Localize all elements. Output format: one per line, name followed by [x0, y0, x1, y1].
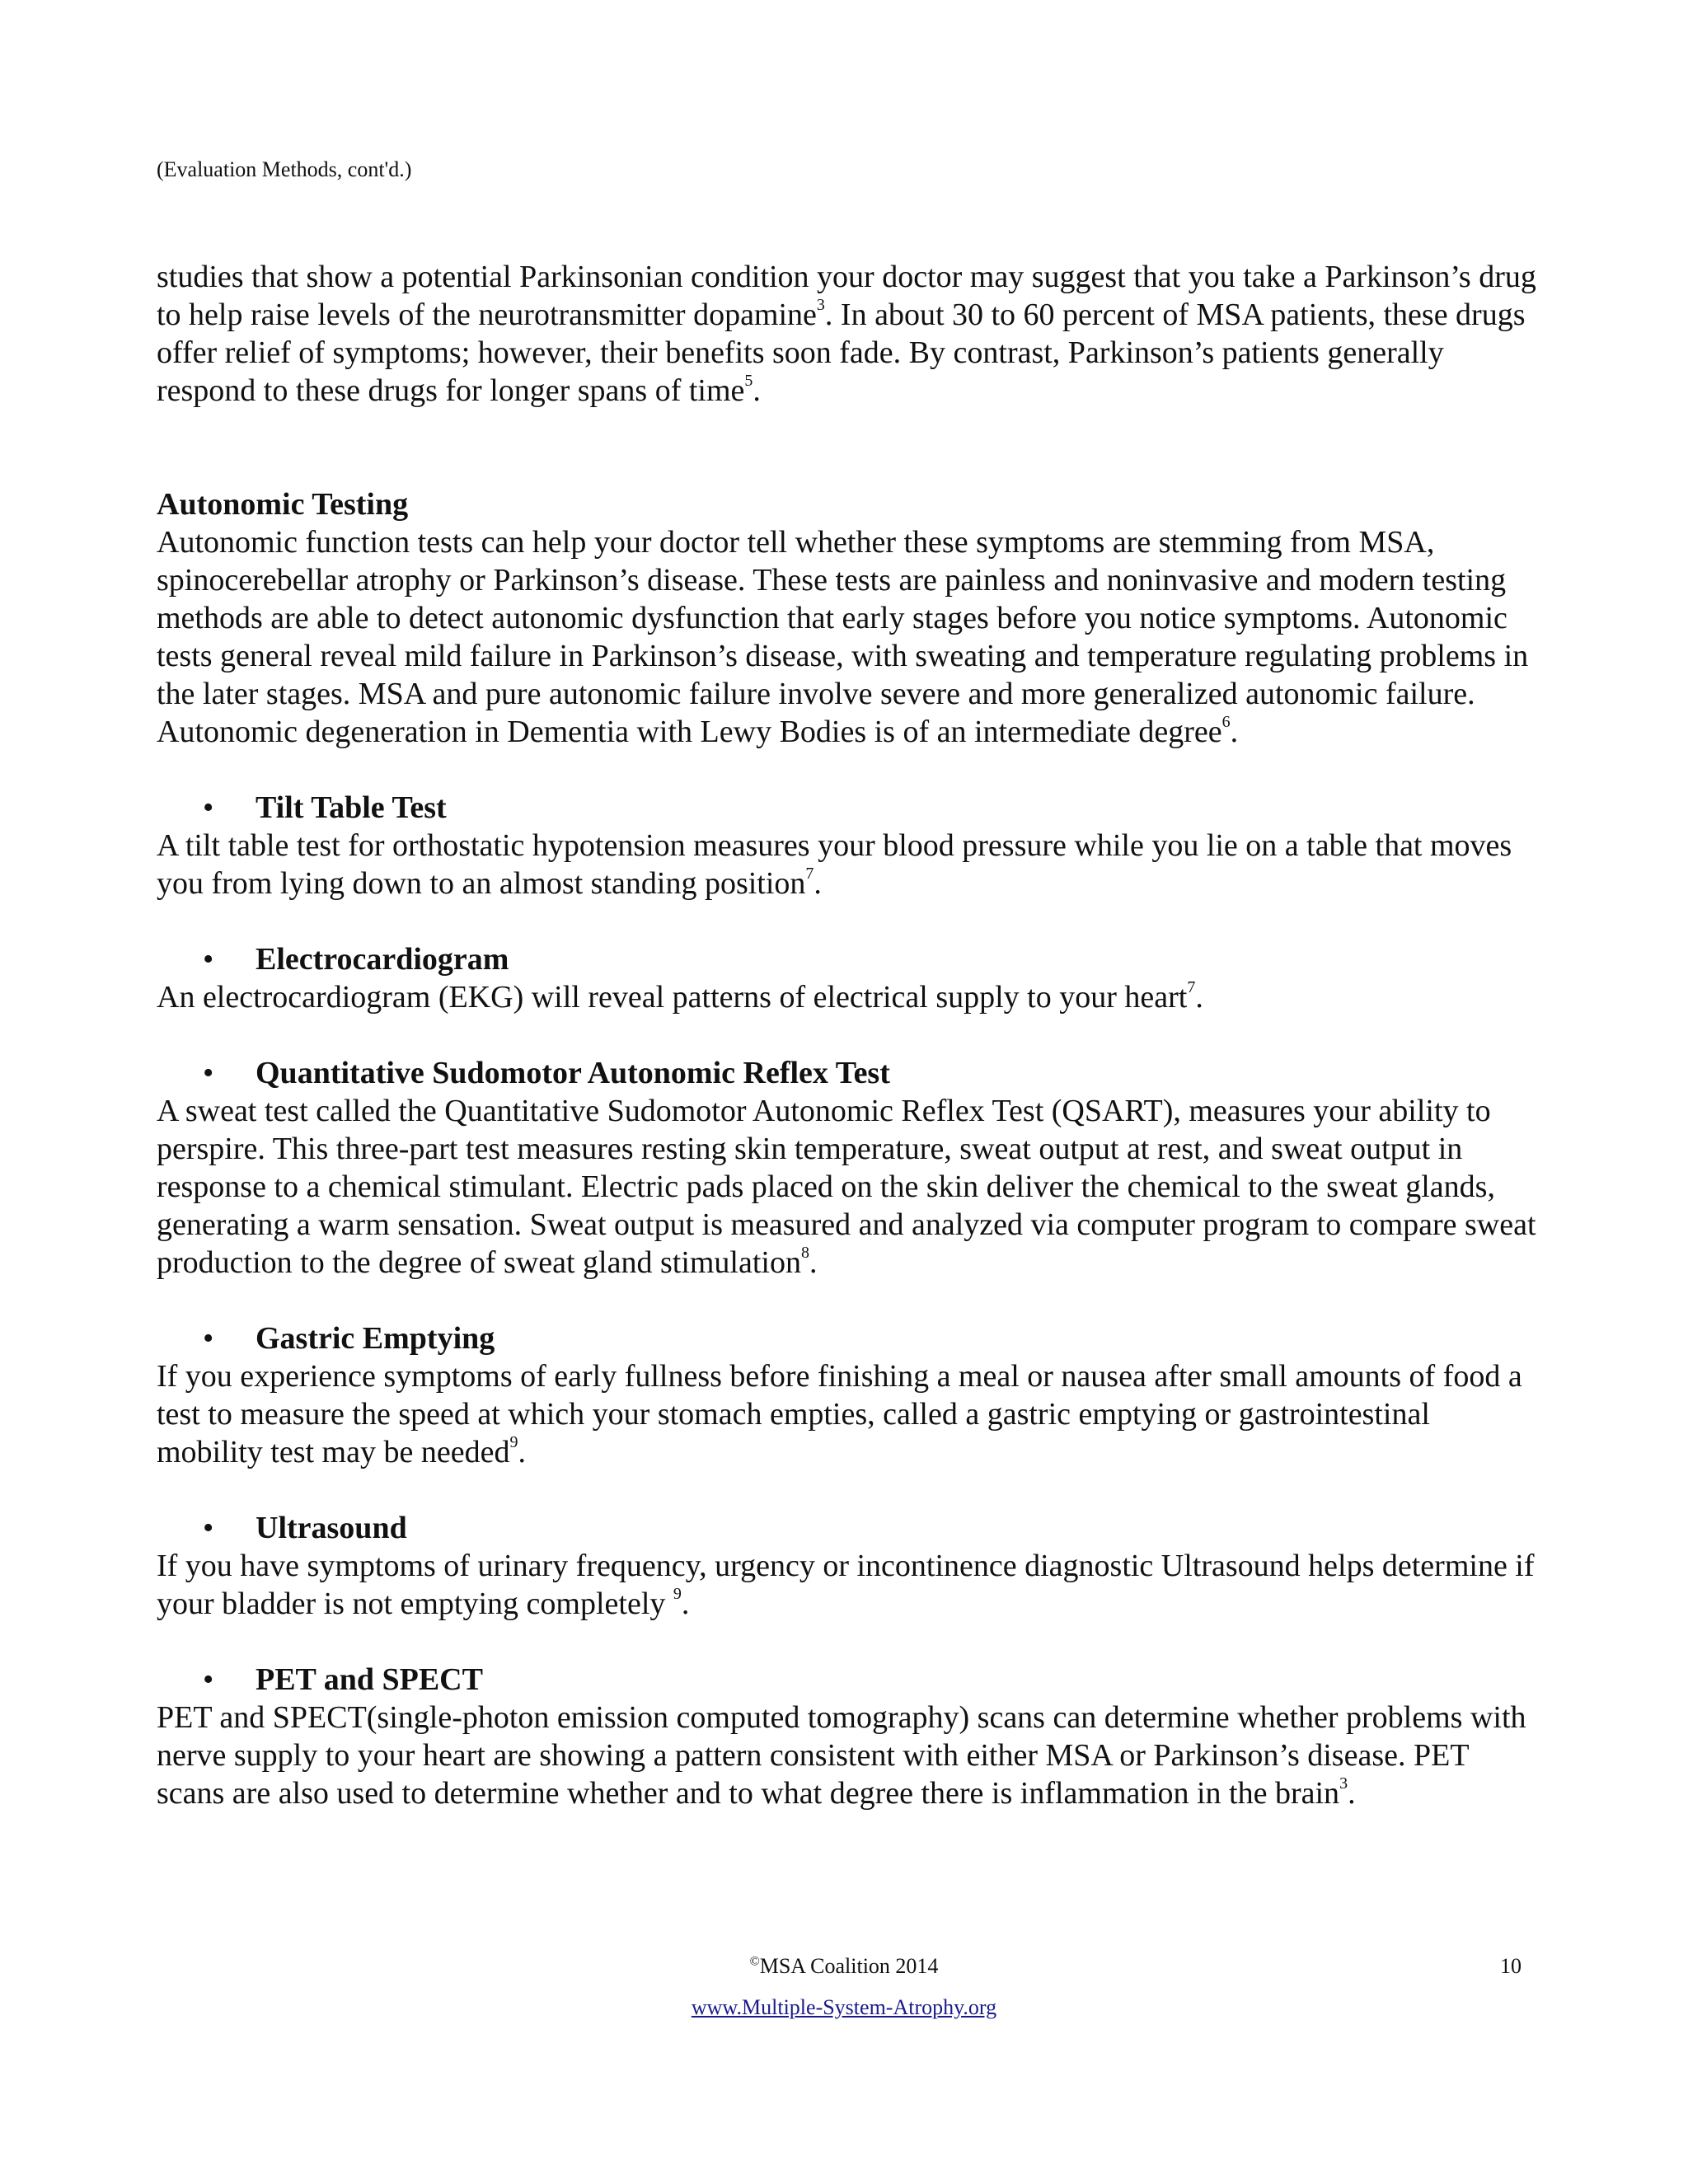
test-text: PET and SPECT(single-photon emission computed tomography) scans can determine whether problems with nerve supply to your heart are showing a pattern consistent with either MSA or Parkinson’s disease. PET scans are also used to determine whether and to what degree there is inflammation in the brain	[157, 1700, 1526, 1811]
autonomic-end: .	[1230, 715, 1239, 749]
test-description	[157, 1699, 1541, 1812]
test-description	[157, 1547, 1541, 1623]
test-title: Gastric Emptying	[256, 1321, 495, 1356]
website-link[interactable]: www.Multiple-System-Atrophy.org	[691, 1995, 997, 2019]
bullet-icon: •	[203, 1321, 214, 1356]
footnote-ref: 5	[744, 372, 753, 391]
section-heading-autonomic-testing: Autonomic Testing	[157, 487, 409, 522]
test-end: .	[1348, 1776, 1356, 1811]
test-title: Quantitative Sudomotor Autonomic Reflex Test	[256, 1056, 890, 1090]
bullet-heading	[157, 1319, 1541, 1357]
page-number: 10	[1500, 1954, 1522, 1978]
test-text: An electrocardiogram (EKG) will reveal patterns of electrical supply to your heart	[157, 980, 1188, 1015]
bullet-heading	[157, 1054, 1541, 1092]
copyright-text: MSA Coalition 2014	[759, 1954, 939, 1978]
footnote-ref: 3	[816, 296, 825, 315]
page-content	[157, 258, 1541, 1812]
test-end: .	[814, 866, 822, 901]
footer-copyright	[0, 1953, 1688, 1980]
footer-website	[0, 1994, 1688, 2021]
test-end: .	[518, 1435, 526, 1469]
running-header: (Evaluation Methods, cont'd.)	[157, 157, 412, 181]
bullet-heading	[157, 1661, 1541, 1699]
bullet-icon: •	[203, 942, 214, 977]
bullet-icon: •	[203, 1662, 214, 1697]
test-description	[157, 978, 1541, 1016]
footnote-ref: 9	[509, 1433, 518, 1452]
test-section-pet-spect	[157, 1661, 1541, 1812]
footnote-ref: 3	[1339, 1774, 1348, 1793]
bullet-heading	[157, 940, 1541, 978]
test-text: If you have symptoms of urinary frequency, urgency or incontinence diagnostic Ultrasound helps determine if your bladder is not emptying completely	[157, 1549, 1535, 1621]
test-section-qsart	[157, 1054, 1541, 1282]
test-description	[157, 1092, 1541, 1282]
footnote-ref: 6	[1221, 713, 1231, 732]
bullet-icon: •	[203, 1511, 214, 1545]
test-end: .	[1195, 980, 1203, 1015]
footnote-ref: 9	[673, 1585, 682, 1604]
test-description	[157, 827, 1541, 902]
bullet-heading	[157, 1509, 1541, 1547]
test-text: A tilt table test for orthostatic hypotension measures your blood pressure while you lie on a table that moves you from lying down to an almost standing position	[157, 828, 1512, 901]
footnote-ref: 7	[1187, 978, 1196, 997]
bullet-heading	[157, 789, 1541, 827]
footnote-ref: 7	[805, 865, 814, 883]
intro-text: . In about 30 to 60 percent of MSA patients, these drugs offer relief of symptoms; however, their benefits soon fade. By contrast, Parkinson’s patients generally respond to these drugs for longer spans of time	[157, 298, 1526, 408]
test-end: .	[681, 1586, 690, 1621]
bullet-icon: •	[203, 790, 214, 825]
test-section-electrocardiogram	[157, 940, 1541, 1016]
autonomic-paragraph	[157, 523, 1541, 751]
test-description	[157, 1357, 1541, 1471]
test-title: Ultrasound	[256, 1511, 407, 1545]
copyright-icon: ©	[749, 1954, 760, 1969]
test-section-gastric-emptying	[157, 1319, 1541, 1471]
intro-text: .	[753, 373, 761, 408]
test-section-tilt-table	[157, 789, 1541, 902]
intro-paragraph	[157, 258, 1541, 410]
test-title: Tilt Table Test	[256, 790, 447, 825]
footnote-ref: 8	[800, 1244, 809, 1263]
test-text: A sweat test called the Quantitative Sudomotor Autonomic Reflex Test (QSART), measures your ability to perspire. This three-part test measures resting skin temperature, sweat output at rest, and sweat output in response to a chemical stimulant. Electric pads placed on the skin deliver the chemical to the sweat glands, generating a warm sensation. Sweat output is measured and analyzed via computer program to compare sweat production to the degree of sweat gland stimulation	[157, 1094, 1536, 1280]
test-title: Electrocardiogram	[256, 942, 509, 977]
bullet-icon: •	[203, 1056, 214, 1090]
test-end: .	[809, 1245, 818, 1280]
test-section-ultrasound	[157, 1509, 1541, 1623]
intro-text: studies that show a potential Parkinsonian condition your doctor may suggest that you take a Parkinson’s drug to help raise levels of the neurotransmitter dopamine	[157, 260, 1536, 332]
autonomic-text: Autonomic function tests can help your doctor tell whether these symptoms are stemming from MSA, spinocerebellar atrophy or Parkinson’s disease. These tests are painless and noninvasive and modern testing methods are able to detect autonomic dysfunction that early stages before you notice symptoms. Autonomic tests general reveal mild failure in Parkinson’s disease, with sweating and temperature regulating problems in the later stages. MSA and pure autonomic failure involve severe and more generalized autonomic failure. Autonomic degeneration in Dementia with Lewy Bodies is of an intermediate degree	[157, 525, 1529, 749]
test-title: PET and SPECT	[256, 1662, 483, 1697]
test-text: If you experience symptoms of early fullness before finishing a meal or nausea after small amounts of food a test to measure the speed at which your stomach empties, called a gastric emptying or gastrointestinal mobility test may be needed	[157, 1359, 1522, 1469]
